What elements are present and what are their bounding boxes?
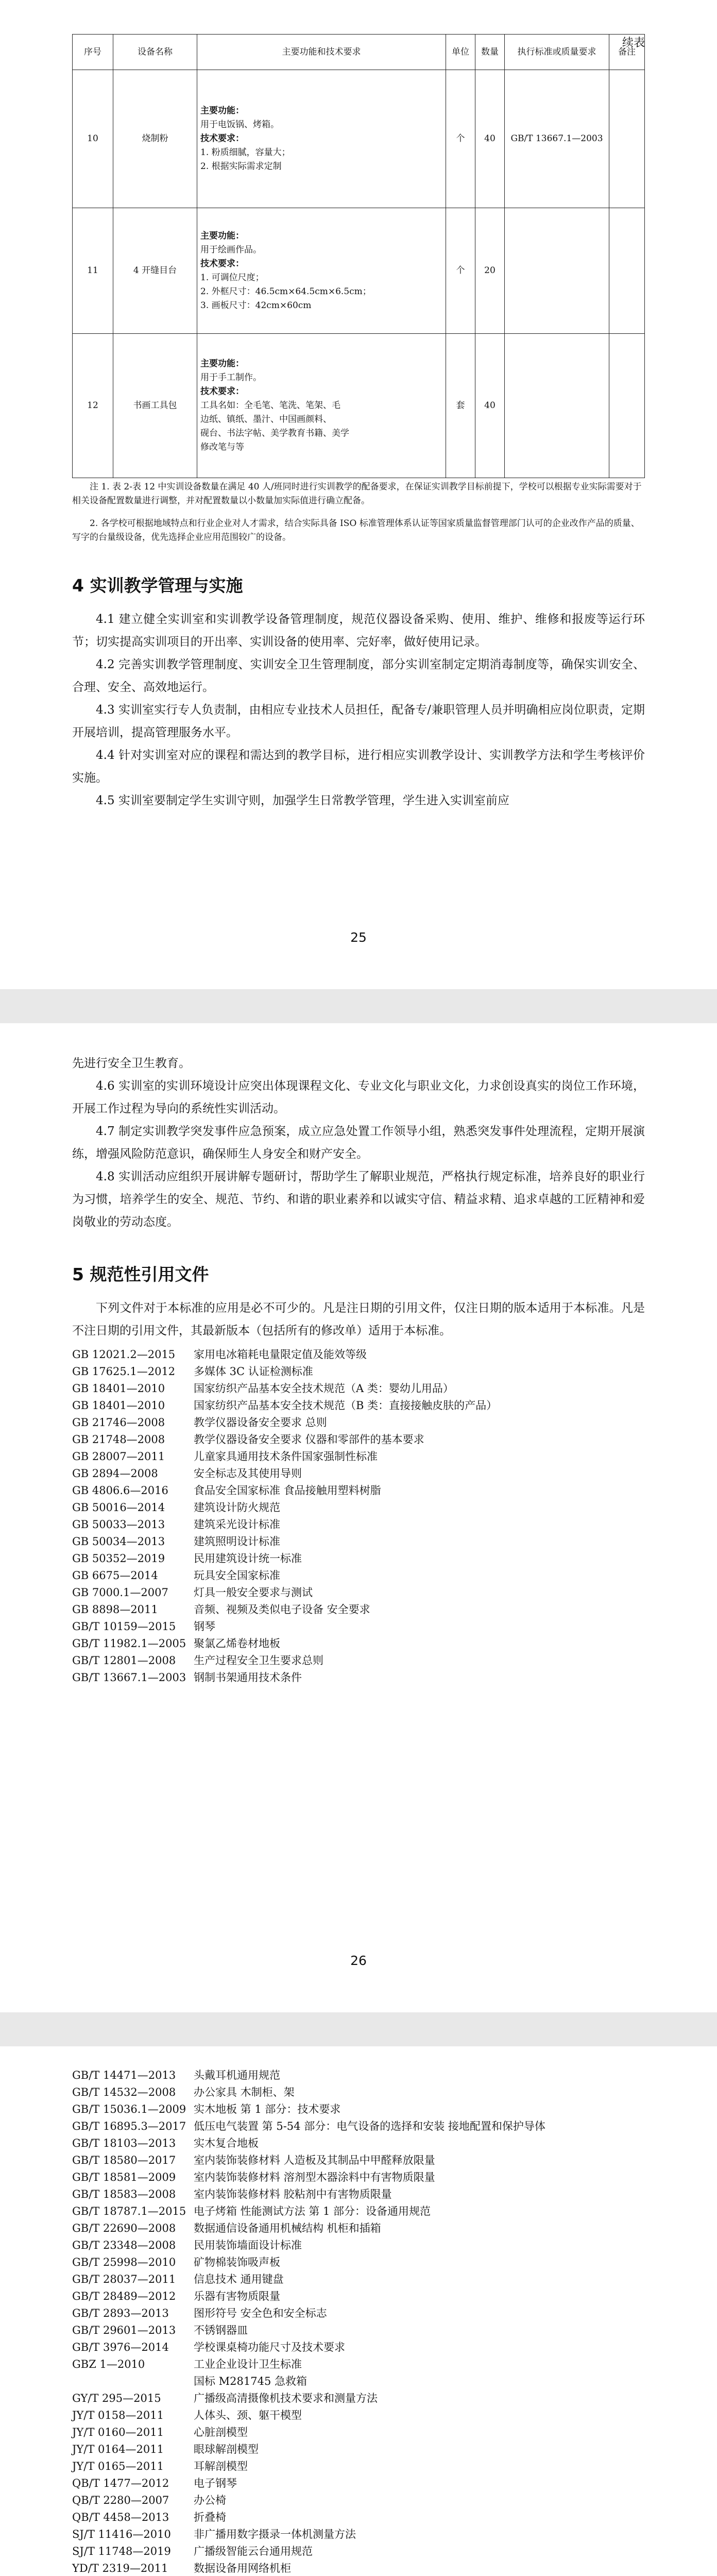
cell-name: 书画工具包 (113, 334, 197, 478)
standard-code: GB/T 25998—2010 (72, 2256, 176, 2268)
paragraph-4-2: 4.2 完善实训教学管理制度、实训安全卫生管理制度，部分实训室制定定期消毒制度等，确保实训安全、合理、安全、高效地运行。 (72, 658, 645, 694)
standard-title: 建筑采光设计标准 (194, 1518, 280, 1531)
standard-code: GB 18401—2010 (72, 1399, 165, 1412)
standard-title: 电子烤箱 性能测试方法 第 1 部分：设备通用规范 (194, 2205, 431, 2217)
cell-no: 10 (73, 70, 113, 208)
standard-code: GB 50016—2014 (72, 1501, 165, 1514)
cell-remark (609, 334, 645, 478)
standard-code: SJ/T 11748—2019 (72, 2545, 171, 2557)
table-header-row (73, 35, 645, 70)
standard-title: 电子钢琴 (194, 2477, 237, 2489)
standard-title: 钢制书架通用技术条件 (194, 1671, 302, 1684)
standard-code: QB/T 4458—2013 (72, 2511, 169, 2523)
continued-label: 续表 (622, 37, 645, 49)
standard-code: GY/T 295—2015 (72, 2392, 161, 2404)
standard-title: 办公椅 (194, 2494, 226, 2506)
standard-code: JY/T 0164—2011 (72, 2443, 164, 2455)
page-gap (0, 989, 717, 1023)
standard-row (72, 1431, 645, 1448)
standard-title: 低压电气装置 第 5-54 部分：电气设备的选择和安装 接地配置和保护导体 (194, 2120, 545, 2132)
standard-row (72, 1499, 645, 1516)
standard-code: GB 12021.2—2015 (72, 1348, 176, 1361)
standard-title: 教学仪器设备安全要求 仪器和零部件的基本要求 (194, 1433, 424, 1446)
standard-title: 图形符号 安全色和安全标志 (194, 2307, 327, 2319)
standard-code: QB/T 2280—2007 (72, 2494, 169, 2506)
cell-name: 烧制粉 (113, 70, 197, 208)
standard-code: GB/T 23348—2008 (72, 2239, 176, 2251)
standard-title: 人体头、颈、躯干模型 (194, 2409, 302, 2421)
table-row (73, 334, 645, 478)
standard-row (72, 2118, 645, 2135)
standard-title: 生产过程安全卫生要求总则 (194, 1654, 323, 1667)
standard-title: 室内装饰装修材料 溶剂型木器涂料中有害物质限量 (194, 2171, 435, 2183)
standard-code: GB/T 22690—2008 (72, 2222, 176, 2234)
standard-code: JY/T 0160—2011 (72, 2426, 164, 2438)
standard-row (72, 2390, 645, 2407)
standard-row (72, 2067, 645, 2084)
standard-row (72, 1550, 645, 1567)
standard-code: GB/T 18583—2008 (72, 2188, 176, 2200)
standard-code: GB/T 13667.1—2003 (72, 1671, 186, 1684)
standard-title: 家用电冰箱耗电量限定值及能效等级 (194, 1348, 367, 1361)
standard-code: GB/T 15036.1—2009 (72, 2103, 186, 2115)
standard-row (72, 2203, 645, 2220)
standard-title: 数据设备用网络机柜 (194, 2562, 291, 2574)
standard-row (72, 2560, 645, 2576)
standard-row (72, 2084, 645, 2101)
standard-title: 办公家具 木制柜、架 (194, 2086, 295, 2098)
req-line: 用于手工制作。 (200, 372, 262, 383)
standard-row (72, 2424, 645, 2441)
standard-code: GB/T 3976—2014 (72, 2341, 169, 2353)
table-row (73, 208, 645, 334)
standard-row (72, 1414, 645, 1431)
standard-row (72, 1567, 645, 1584)
standard-row (72, 1635, 645, 1652)
standard-row (72, 2543, 645, 2560)
standard-title: 耳解剖模型 (194, 2460, 248, 2472)
standard-code: GB/T 2893—2013 (72, 2307, 169, 2319)
standard-code: GB/T 29601—2013 (72, 2324, 176, 2336)
standard-row (72, 1397, 645, 1414)
standard-code: GB 7000.1—2007 (72, 1586, 168, 1599)
standard-row (72, 2169, 645, 2186)
standard-code: GBZ 1—2010 (72, 2358, 145, 2370)
section-5-intro: 下列文件对于本标准的应用是必不可少的。凡是注日期的引用文件，仅注日期的版本适用于本标准。凡是不注日期的引用文件，其最新版本（包括所有的修改单）适用于本标准。 (72, 1301, 645, 1337)
cell-qty: 20 (475, 208, 505, 334)
standard-row (72, 2305, 645, 2322)
cell-qty: 40 (475, 70, 505, 208)
req-line: 技术要求： (200, 258, 244, 269)
standard-title: 折叠椅 (194, 2511, 226, 2523)
standard-code: JY/T 0165—2011 (72, 2460, 164, 2472)
standard-code: QB/T 1477—2012 (72, 2477, 169, 2489)
document-page-2 (0, 1023, 717, 2012)
standard-title: 国家纺织产品基本安全技术规范（B 类：直接接触皮肤的产品） (194, 1399, 498, 1412)
paragraph-4-7: 4.7 制定实训教学突发事件应急预案，成立应急处置工作领导小组，熟悉突发事件处理流程，定期开展演练，增强风险防范意识，确保师生人身安全和财产安全。 (72, 1125, 645, 1161)
standard-title: 聚氯乙烯卷材地板 (194, 1637, 280, 1650)
standard-code: GB/T 18787.1—2015 (72, 2205, 186, 2217)
standard-title: 室内装饰装修材料 胶粘剂中有害物质限量 (194, 2188, 392, 2200)
standard-row (72, 2526, 645, 2543)
table-note: 2. 各学校可根据地域特点和行业企业对人才需求，结合实际具备 ISO 标准管理体系认证等国家质量监督管理部门认可的企业改作产品的质量、写字的台量级设备，优先选择企业应用范围较广的设备。 (72, 518, 640, 543)
req-line: 2. 外框尺寸：46.5cm×64.5cm×6.5cm； (200, 286, 371, 297)
cell-name: 4 开缝目台 (113, 208, 197, 334)
header-standard: 执行标准或质量要求 (505, 35, 609, 70)
standards-list (72, 1346, 645, 1686)
standard-row (72, 2509, 645, 2526)
page-number: 25 (350, 930, 367, 945)
standard-row (72, 2356, 645, 2373)
standard-title: 建筑照明设计标准 (194, 1535, 280, 1548)
standard-row (72, 1380, 645, 1397)
cell-requirements (197, 70, 446, 208)
standard-code: GB 8898—2011 (72, 1603, 158, 1616)
standard-row (72, 1482, 645, 1499)
page-gap (0, 2012, 717, 2046)
standard-code: YD/T 2319—2011 (72, 2562, 168, 2574)
header-unit: 单位 (446, 35, 475, 70)
standard-title: 民用建筑设计统一标准 (194, 1552, 302, 1565)
standard-code: GB 17625.1—2012 (72, 1365, 176, 1378)
standard-row (72, 2152, 645, 2169)
req-line: 边纸、镇纸、墨汁、中国画颜料、 (200, 414, 332, 425)
cell-standard: GB/T 13667.1—2003 (505, 70, 609, 208)
standard-row (72, 2220, 645, 2237)
table-row (73, 70, 645, 208)
standard-row (72, 2373, 645, 2390)
standard-title: 学校课桌椅功能尺寸及技术要求 (194, 2341, 345, 2353)
table-note: 注 1. 表 2-表 12 中实训设备数量在满足 40 人/班同时进行实训教学的配备要求，在保证实训教学目标前提下，学校可以根据专业实际需要对于相关设备配置数量进行调整，并对配置数量以小数量加实际值进行确立配备。 (72, 482, 642, 506)
req-line: 3. 画板尺寸：42cm×60cm (200, 300, 312, 311)
paragraph-4-3: 4.3 实训室实行专人负责制，由相应专业技术人员担任，配备专/兼职管理人员并明确相应岗位职责，定期开展培训，提高管理服务水平。 (72, 703, 645, 739)
standard-row (72, 2237, 645, 2254)
standard-title: 民用装饰墙面设计标准 (194, 2239, 302, 2251)
paragraph-4-4: 4.4 针对实训室对应的课程和需达到的教学目标，进行相应实训教学设计、实训教学方法和学生考核评价实施。 (72, 749, 645, 785)
req-line: 用于电饭锅、烤箱。 (200, 120, 279, 130)
document-page-3 (0, 2046, 717, 2576)
cell-no: 11 (73, 208, 113, 334)
standard-code: GB/T 28489—2012 (72, 2290, 176, 2302)
standard-code: JY/T 0158—2011 (72, 2409, 164, 2421)
standard-title: 安全标志及其使用导则 (194, 1467, 302, 1480)
standard-title: 灯具一般安全要求与测试 (194, 1586, 313, 1599)
standard-code: GB 50033—2013 (72, 1518, 165, 1531)
req-line: 2. 根据实际需求定制 (200, 161, 282, 172)
standard-code: GB 4806.6—2016 (72, 1484, 168, 1497)
standard-row (72, 1584, 645, 1601)
cell-remark (609, 70, 645, 208)
standard-row (72, 2288, 645, 2305)
header-no: 序号 (73, 35, 113, 70)
req-line: 技术要求： (200, 386, 244, 397)
standard-row (72, 2254, 645, 2271)
standard-row (72, 2135, 645, 2152)
standard-code: GB 6675—2014 (72, 1569, 158, 1582)
standard-row (72, 2322, 645, 2339)
standard-title: 儿童家具通用技术条件国家强制性标准 (194, 1450, 378, 1463)
standard-code: GB 21748—2008 (72, 1433, 165, 1446)
standard-row (72, 2339, 645, 2356)
standard-row (72, 1601, 645, 1618)
standard-row (72, 1363, 645, 1380)
standard-row (72, 1533, 645, 1550)
standard-row (72, 2458, 645, 2475)
paragraph-4-8: 4.8 实训活动应组织开展讲解专题研讨，帮助学生了解职业规范，严格执行规定标准，培养良好的职业行为习惯，培养学生的安全、规范、节约、和谐的职业素养和以诚实守信、精益求精、追求卓越的工匠精神和爱岗敬业的劳动态度。 (72, 1170, 645, 1229)
standard-title: 信息技术 通用键盘 (194, 2273, 284, 2285)
standard-row (72, 1465, 645, 1482)
standard-title: 心脏剖模型 (194, 2426, 248, 2438)
cell-requirements (197, 208, 446, 334)
standard-row (72, 2271, 645, 2288)
standard-code: GB 18401—2010 (72, 1382, 165, 1395)
cell-unit: 个 (446, 208, 475, 334)
header-name: 设备名称 (113, 35, 197, 70)
standard-code: GB/T 16895.3—2017 (72, 2120, 186, 2132)
standard-title: 钢琴 (194, 1620, 215, 1633)
section-5-heading: 5 规范性引用文件 (72, 1264, 209, 1284)
standard-row (72, 2186, 645, 2203)
standard-code: GB/T 28037—2011 (72, 2273, 176, 2285)
standard-code: GB/T 12801—2008 (72, 1654, 176, 1667)
standard-title: 实木地板 第 1 部分：技术要求 (194, 2103, 341, 2115)
standard-code: GB 50352—2019 (72, 1552, 165, 1565)
standard-row (72, 1669, 645, 1686)
req-line: 技术要求： (200, 133, 244, 144)
standard-title: 多媒体 3C 认证检测标准 (194, 1365, 313, 1378)
standard-code: GB 2894—2008 (72, 1467, 158, 1480)
standard-title: 不锈钢器皿 (194, 2324, 248, 2336)
standard-code: GB/T 18580—2017 (72, 2154, 176, 2166)
req-line: 砚台、书法字帖、美学教育书籍、美学 (200, 428, 349, 438)
standard-title: 食品安全国家标准 食品接触用塑料树脂 (194, 1484, 381, 1497)
standard-title: 室内装饰装修材料 人造板及其制品中甲醛释放限量 (194, 2154, 435, 2166)
section-4-heading: 4 实训教学管理与实施 (72, 575, 243, 596)
standard-code (72, 2373, 194, 2390)
standard-title: 矿物棉装饰吸声板 (194, 2256, 280, 2268)
standard-code: GB/T 14532—2008 (72, 2086, 176, 2098)
standard-title: 玩具安全国家标准 (194, 1569, 280, 1582)
standard-title: 非广播用数字摄录一体机测量方法 (194, 2528, 356, 2540)
cell-unit: 套 (446, 334, 475, 478)
standard-row (72, 1652, 645, 1669)
standard-title: 数据通信设备通用机械结构 机柜和插箱 (194, 2222, 381, 2234)
standard-title: 教学仪器设备安全要求 总则 (194, 1416, 327, 1429)
standard-row (72, 2492, 645, 2509)
standard-title: 广播级高清摄像机技术要求和测量方法 (194, 2392, 378, 2404)
req-line: 用于绘画作品。 (200, 244, 262, 255)
standard-title: 工业企业设计卫生标准 (194, 2358, 302, 2370)
cell-qty: 40 (475, 334, 505, 478)
standard-code: GB 50034—2013 (72, 1535, 165, 1548)
standard-row (72, 1516, 645, 1533)
standard-title: 音频、视频及类似电子设备 安全要求 (194, 1603, 370, 1616)
req-line: 主要功能： (200, 230, 244, 241)
standard-row (72, 2475, 645, 2492)
standard-code: GB/T 11982.1—2005 (72, 1637, 186, 1650)
standard-code: GB/T 18103—2013 (72, 2137, 176, 2149)
req-line: 1. 粉质细腻，容量大； (200, 147, 291, 158)
standard-row (72, 1346, 645, 1363)
standard-title: 国家纺织产品基本安全技术规范（A 类：婴幼儿用品） (194, 1382, 454, 1395)
standard-code: GB/T 14471—2013 (72, 2069, 176, 2081)
standard-title: 乐器有害物质限量 (194, 2290, 280, 2302)
standard-row (72, 2101, 645, 2118)
standard-title: 头戴耳机通用规范 (194, 2069, 280, 2081)
standard-code: GB 21746—2008 (72, 1416, 165, 1429)
paragraph-4-6: 4.6 实训室的实训环境设计应突出体现课程文化、专业文化与职业文化，力求创设真实的岗位工作环境，开展工作过程为导向的系统性实训活动。 (72, 1079, 645, 1115)
cell-unit: 个 (446, 70, 475, 208)
paragraph-4-5: 4.5 实训室要制定学生实训守则，加强学生日常教学管理，学生进入实训室前应 (96, 794, 509, 807)
standard-title: 眼球解剖模型 (194, 2443, 259, 2455)
req-line: 主要功能： (200, 359, 244, 369)
header-qty: 数量 (475, 35, 505, 70)
req-line: 主要功能： (200, 106, 244, 116)
req-line: 工具名如：全毛笔、笔洗、笔架、毛 (200, 400, 340, 411)
standard-row (72, 1618, 645, 1635)
header-remark: 备注 (609, 35, 645, 70)
document-page-1 (0, 0, 717, 989)
standard-title: 建筑设计防火规范 (194, 1501, 280, 1514)
standards-list (72, 2046, 645, 2576)
standard-row (72, 2441, 645, 2458)
req-line: 1. 可调位尺度； (200, 272, 264, 283)
standard-title: 国标 M281745 急救箱 (194, 2375, 308, 2387)
standard-title: 广播级智能云台通用规范 (194, 2545, 313, 2557)
paragraph-4-1: 4.1 建立健全实训室和实训教学设备管理制度，规范仪器设备采购、使用、维护、维修和报废等运行环节；切实提高实训项目的开出率、实训设备的使用率、完好率，做好使用记录。 (72, 613, 645, 649)
header-requirements: 主要功能和技术要求 (197, 35, 446, 70)
standard-code: SJ/T 11416—2010 (72, 2528, 171, 2540)
cell-standard (505, 334, 609, 478)
cell-remark (609, 208, 645, 334)
cell-no: 12 (73, 334, 113, 478)
cell-requirements (197, 334, 446, 478)
paragraph-continued: 先进行安全卫生教育。 (72, 1057, 191, 1070)
req-line: 修改笔与等 (200, 442, 244, 452)
standard-row (72, 1448, 645, 1465)
standard-code: GB 28007—2011 (72, 1450, 165, 1463)
equipment-table (72, 34, 645, 478)
standard-row (72, 2407, 645, 2424)
standard-code: GB/T 18581—2009 (72, 2171, 176, 2183)
page-number: 26 (350, 1953, 367, 1968)
standard-code: GB/T 10159—2015 (72, 1620, 176, 1633)
cell-standard (505, 208, 609, 334)
standard-title: 实木复合地板 (194, 2137, 259, 2149)
